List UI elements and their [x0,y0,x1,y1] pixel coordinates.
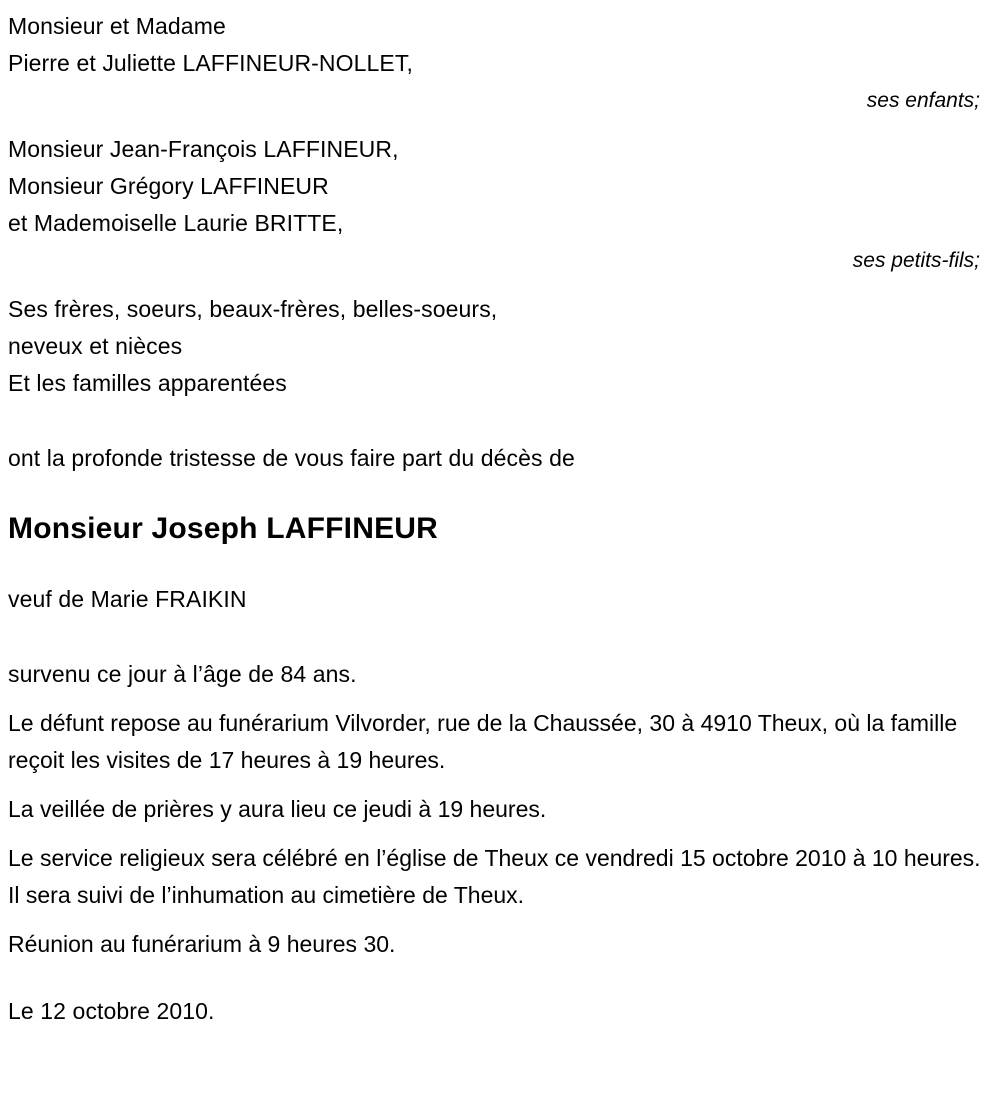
spouse-line: veuf de Marie FRAIKIN [8,586,247,612]
spacer [8,828,986,840]
arrangement-service: Le service religieux sera célébré en l’église de Theux ce vendredi 15 octobre 2010 à 10 heures. Il sera suivi de l’inhumation au cimetière de Theux. [8,845,981,908]
relation-label-grandchildren: ses petits-fils; [852,249,980,272]
family-group-children [8,8,986,119]
date-line: Le 12 octobre 2010. [8,998,215,1024]
spacer [8,779,986,791]
spacer [8,551,986,581]
extended-family-line: Et les familles apparentées [8,370,287,396]
family-line: Pierre et Juliette LAFFINEUR-NOLLET, [8,50,413,76]
spacer [8,477,986,507]
spacer [8,119,986,131]
arrangement-funerarium: Le défunt repose au funérarium Vilvorder, rue de la Chaussée, 30 à 4910 Theux, où la famille reçoit les visites de 17 heures à 19 heures. [8,710,958,773]
relation-label-children: ses enfants; [866,89,980,112]
extended-family-line: neveux et nièces [8,333,183,359]
arrangement-veillee: La veillée de prières y aura lieu ce jeudi à 19 heures. [8,796,547,822]
spacer [8,693,986,705]
spacer [8,279,986,291]
spacer [8,402,986,440]
arrangement-reunion: Réunion au funérarium à 9 heures 30. [8,931,396,957]
family-line: Monsieur Grégory LAFFINEUR [8,173,329,199]
announcement-intro: ont la profonde tristesse de vous faire part du décès de [8,445,575,471]
age-line: survenu ce jour à l’âge de 84 ans. [8,661,357,687]
family-line: et Mademoiselle Laurie BRITTE, [8,210,344,236]
family-line: Monsieur Jean-François LAFFINEUR, [8,136,399,162]
extended-family-line: Ses frères, soeurs, beaux-frères, belles-soeurs, [8,296,498,322]
family-line: Monsieur et Madame [8,13,226,39]
spacer [8,914,986,926]
family-group-grandchildren [8,131,986,279]
spacer [8,618,986,656]
spacer [8,963,986,993]
extended-family-group [8,291,986,402]
deceased-name: Monsieur Joseph LAFFINEUR [8,512,439,545]
